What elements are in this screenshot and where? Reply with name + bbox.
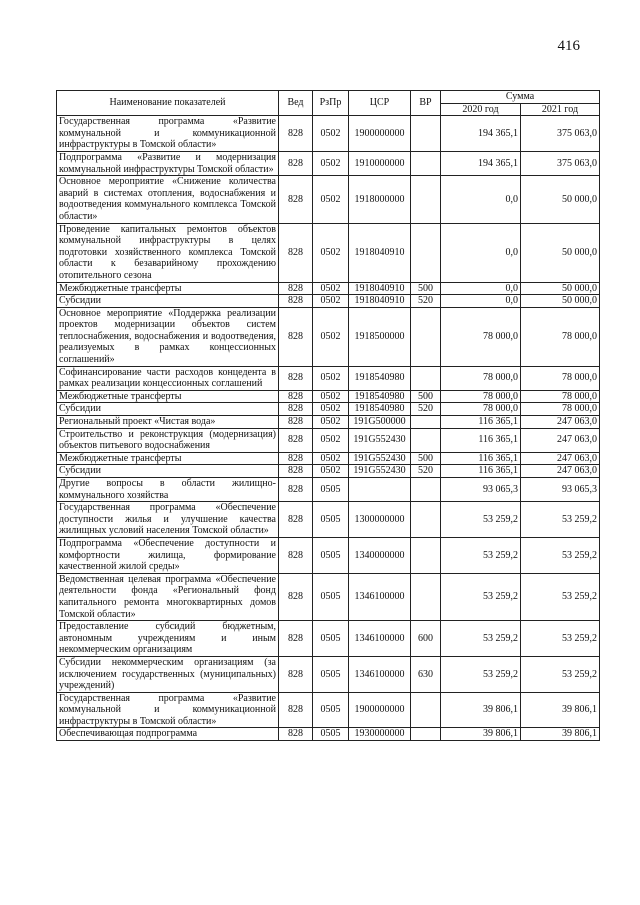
cell-2020: 78 000,0	[441, 307, 521, 366]
budget-table	[56, 90, 600, 741]
cell-2020: 0,0	[441, 176, 521, 223]
cell-csr: 1918540980	[349, 403, 411, 416]
cell-vr	[411, 416, 441, 429]
cell-ved: 828	[279, 692, 313, 728]
cell-vr: 500	[411, 390, 441, 403]
cell-2020: 93 065,3	[441, 478, 521, 502]
cell-vr	[411, 116, 441, 152]
cell-2020: 194 365,1	[441, 116, 521, 152]
cell-ved: 828	[279, 403, 313, 416]
cell-2021: 247 063,0	[521, 452, 600, 465]
cell-2020: 39 806,1	[441, 728, 521, 741]
cell-rzpr: 0502	[313, 295, 349, 308]
cell-ved: 828	[279, 621, 313, 657]
cell-rzpr: 0502	[313, 465, 349, 478]
table-row	[57, 295, 600, 308]
cell-name: Проведение капитальных ремонтов объектов коммунальной инфраструктуры в целях подготовки хозяйственного комплекса Томской области к безаварийному прохождению отопительного сезона	[57, 223, 279, 282]
cell-rzpr: 0502	[313, 223, 349, 282]
header-row-top	[57, 91, 600, 104]
table-row	[57, 573, 600, 620]
cell-2020: 116 365,1	[441, 416, 521, 429]
cell-ved: 828	[279, 223, 313, 282]
cell-csr: 1900000000	[349, 116, 411, 152]
cell-vr	[411, 176, 441, 223]
cell-2021: 39 806,1	[521, 728, 600, 741]
cell-ved: 828	[279, 502, 313, 538]
cell-vr	[411, 502, 441, 538]
cell-rzpr: 0502	[313, 416, 349, 429]
cell-2021: 50 000,0	[521, 295, 600, 308]
table-row	[57, 176, 600, 223]
cell-csr: 1918040910	[349, 295, 411, 308]
cell-rzpr: 0502	[313, 176, 349, 223]
cell-2020: 194 365,1	[441, 151, 521, 175]
cell-rzpr: 0505	[313, 537, 349, 573]
table-row	[57, 478, 600, 502]
table-row	[57, 465, 600, 478]
cell-csr: 1910000000	[349, 151, 411, 175]
cell-ved: 828	[279, 416, 313, 429]
cell-name: Предоставление субсидий бюджетным, автономным учреждениям и иным некоммерческим организациям	[57, 621, 279, 657]
cell-2020: 53 259,2	[441, 573, 521, 620]
cell-csr: 191G552430	[349, 452, 411, 465]
table-row	[57, 390, 600, 403]
cell-rzpr: 0505	[313, 502, 349, 538]
cell-rzpr: 0502	[313, 403, 349, 416]
cell-csr: 1300000000	[349, 502, 411, 538]
cell-vr: 500	[411, 282, 441, 295]
cell-rzpr: 0505	[313, 692, 349, 728]
cell-csr: 1340000000	[349, 537, 411, 573]
cell-csr: 1346100000	[349, 573, 411, 620]
cell-2021: 247 063,0	[521, 416, 600, 429]
cell-name: Субсидии	[57, 465, 279, 478]
cell-2021: 78 000,0	[521, 366, 600, 390]
cell-vr: 630	[411, 656, 441, 692]
cell-csr: 191G500000	[349, 416, 411, 429]
table-row	[57, 656, 600, 692]
table-row	[57, 621, 600, 657]
cell-2021: 78 000,0	[521, 390, 600, 403]
cell-vr	[411, 366, 441, 390]
cell-vr: 500	[411, 452, 441, 465]
header-ved: Вед	[279, 91, 313, 116]
cell-name: Государственная программа «Обеспечение доступности жилья и улучшение качества жилищных условий населения Томской области»	[57, 502, 279, 538]
cell-name: Другие вопросы в области жилищно-коммунального хозяйства	[57, 478, 279, 502]
cell-name: Межбюджетные трансферты	[57, 282, 279, 295]
cell-2020: 116 365,1	[441, 452, 521, 465]
cell-ved: 828	[279, 465, 313, 478]
cell-vr	[411, 692, 441, 728]
cell-2020: 53 259,2	[441, 502, 521, 538]
cell-name: Обеспечивающая подпрограмма	[57, 728, 279, 741]
cell-2021: 93 065,3	[521, 478, 600, 502]
cell-name: Софинансирование части расходов концедента в рамках реализации концессионных соглашений	[57, 366, 279, 390]
cell-csr	[349, 478, 411, 502]
cell-rzpr: 0502	[313, 116, 349, 152]
cell-vr	[411, 223, 441, 282]
header-name: Наименование показателей	[57, 91, 279, 116]
cell-vr	[411, 573, 441, 620]
cell-csr: 1918540980	[349, 390, 411, 403]
cell-name: Подпрограмма «Развитие и модернизация коммунальной инфраструктуры Томской области»	[57, 151, 279, 175]
cell-ved: 828	[279, 573, 313, 620]
cell-name: Субсидии некоммерческим организациям (за исключением государственных (муниципальных) учреждений)	[57, 656, 279, 692]
cell-vr	[411, 307, 441, 366]
cell-2021: 53 259,2	[521, 621, 600, 657]
cell-2021: 53 259,2	[521, 537, 600, 573]
cell-vr	[411, 537, 441, 573]
cell-2020: 53 259,2	[441, 656, 521, 692]
cell-ved: 828	[279, 307, 313, 366]
table-row	[57, 502, 600, 538]
cell-ved: 828	[279, 295, 313, 308]
cell-ved: 828	[279, 537, 313, 573]
cell-2020: 116 365,1	[441, 428, 521, 452]
cell-ved: 828	[279, 176, 313, 223]
cell-ved: 828	[279, 366, 313, 390]
table-row	[57, 428, 600, 452]
cell-rzpr: 0502	[313, 452, 349, 465]
cell-ved: 828	[279, 656, 313, 692]
cell-csr: 1930000000	[349, 728, 411, 741]
table-row	[57, 416, 600, 429]
cell-2021: 53 259,2	[521, 573, 600, 620]
cell-name: Подпрограмма «Обеспечение доступности и комфортности жилища, формирование качественной жилой среды»	[57, 537, 279, 573]
table-row	[57, 282, 600, 295]
table-row	[57, 223, 600, 282]
cell-rzpr: 0505	[313, 621, 349, 657]
header-vr: ВР	[411, 91, 441, 116]
cell-ved: 828	[279, 728, 313, 741]
header-2020: 2020 год	[441, 103, 521, 116]
cell-2020: 78 000,0	[441, 403, 521, 416]
cell-ved: 828	[279, 428, 313, 452]
cell-name: Основное мероприятие «Поддержка реализации проектов модернизации объектов систем теплоснабжения, водоснабжения и водоотведения, реализуемых в рамках концессионных соглашений»	[57, 307, 279, 366]
table-row	[57, 537, 600, 573]
cell-rzpr: 0502	[313, 390, 349, 403]
cell-csr: 1918040910	[349, 282, 411, 295]
cell-2021: 375 063,0	[521, 151, 600, 175]
cell-vr: 600	[411, 621, 441, 657]
cell-2020: 116 365,1	[441, 465, 521, 478]
cell-ved: 828	[279, 478, 313, 502]
cell-2020: 53 259,2	[441, 621, 521, 657]
cell-rzpr: 0505	[313, 573, 349, 620]
cell-2021: 53 259,2	[521, 656, 600, 692]
cell-2021: 50 000,0	[521, 282, 600, 295]
cell-vr	[411, 428, 441, 452]
cell-csr: 1918500000	[349, 307, 411, 366]
cell-2021: 53 259,2	[521, 502, 600, 538]
cell-vr	[411, 728, 441, 741]
cell-name: Субсидии	[57, 295, 279, 308]
page-number: 416	[557, 38, 580, 54]
table-row	[57, 366, 600, 390]
cell-name: Субсидии	[57, 403, 279, 416]
cell-csr: 1918000000	[349, 176, 411, 223]
cell-name: Межбюджетные трансферты	[57, 452, 279, 465]
cell-2021: 247 063,0	[521, 465, 600, 478]
table-row	[57, 692, 600, 728]
cell-2021: 78 000,0	[521, 403, 600, 416]
table-row	[57, 403, 600, 416]
cell-csr: 1918540980	[349, 366, 411, 390]
cell-name: Ведомственная целевая программа «Обеспечение деятельности фонда «Региональный фонд капитального ремонта многоквартирных домов Томской области»	[57, 573, 279, 620]
cell-ved: 828	[279, 116, 313, 152]
table-row	[57, 151, 600, 175]
cell-2021: 375 063,0	[521, 116, 600, 152]
cell-2020: 39 806,1	[441, 692, 521, 728]
cell-2020: 53 259,2	[441, 537, 521, 573]
cell-rzpr: 0502	[313, 428, 349, 452]
cell-2021: 247 063,0	[521, 428, 600, 452]
cell-name: Региональный проект «Чистая вода»	[57, 416, 279, 429]
cell-vr: 520	[411, 295, 441, 308]
cell-rzpr: 0502	[313, 307, 349, 366]
cell-csr: 1918040910	[349, 223, 411, 282]
cell-name: Основное мероприятие «Снижение количества аварий в системах отопления, водоснабжения и водоотведения коммунального комплекса Томской области»	[57, 176, 279, 223]
cell-rzpr: 0505	[313, 478, 349, 502]
cell-csr: 1346100000	[349, 656, 411, 692]
cell-2020: 78 000,0	[441, 390, 521, 403]
cell-name: Государственная программа «Развитие коммунальной и коммуникационной инфраструктуры в Томской области»	[57, 116, 279, 152]
cell-rzpr: 0502	[313, 366, 349, 390]
cell-ved: 828	[279, 452, 313, 465]
cell-2021: 78 000,0	[521, 307, 600, 366]
cell-ved: 828	[279, 151, 313, 175]
table-row	[57, 307, 600, 366]
cell-csr: 1346100000	[349, 621, 411, 657]
cell-2020: 78 000,0	[441, 366, 521, 390]
cell-vr	[411, 478, 441, 502]
cell-vr: 520	[411, 465, 441, 478]
table-body	[57, 116, 600, 741]
cell-2020: 0,0	[441, 223, 521, 282]
cell-vr	[411, 151, 441, 175]
header-csr: ЦСР	[349, 91, 411, 116]
cell-csr: 191G552430	[349, 428, 411, 452]
cell-2021: 39 806,1	[521, 692, 600, 728]
cell-ved: 828	[279, 282, 313, 295]
cell-csr: 1900000000	[349, 692, 411, 728]
cell-rzpr: 0502	[313, 151, 349, 175]
header-sum: Сумма	[441, 91, 600, 104]
cell-name: Строительство и реконструкция (модернизация) объектов питьевого водоснабжения	[57, 428, 279, 452]
cell-2020: 0,0	[441, 295, 521, 308]
cell-vr: 520	[411, 403, 441, 416]
cell-2021: 50 000,0	[521, 223, 600, 282]
cell-csr: 191G552430	[349, 465, 411, 478]
cell-rzpr: 0505	[313, 728, 349, 741]
header-2021: 2021 год	[521, 103, 600, 116]
cell-name: Межбюджетные трансферты	[57, 390, 279, 403]
table-row	[57, 728, 600, 741]
cell-2020: 0,0	[441, 282, 521, 295]
cell-rzpr: 0505	[313, 656, 349, 692]
cell-2021: 50 000,0	[521, 176, 600, 223]
cell-name: Государственная программа «Развитие коммунальной и коммуникационной инфраструктуры в Томской области»	[57, 692, 279, 728]
table-row	[57, 116, 600, 152]
table-row	[57, 452, 600, 465]
cell-ved: 828	[279, 390, 313, 403]
header-rzpr: РзПр	[313, 91, 349, 116]
cell-rzpr: 0502	[313, 282, 349, 295]
